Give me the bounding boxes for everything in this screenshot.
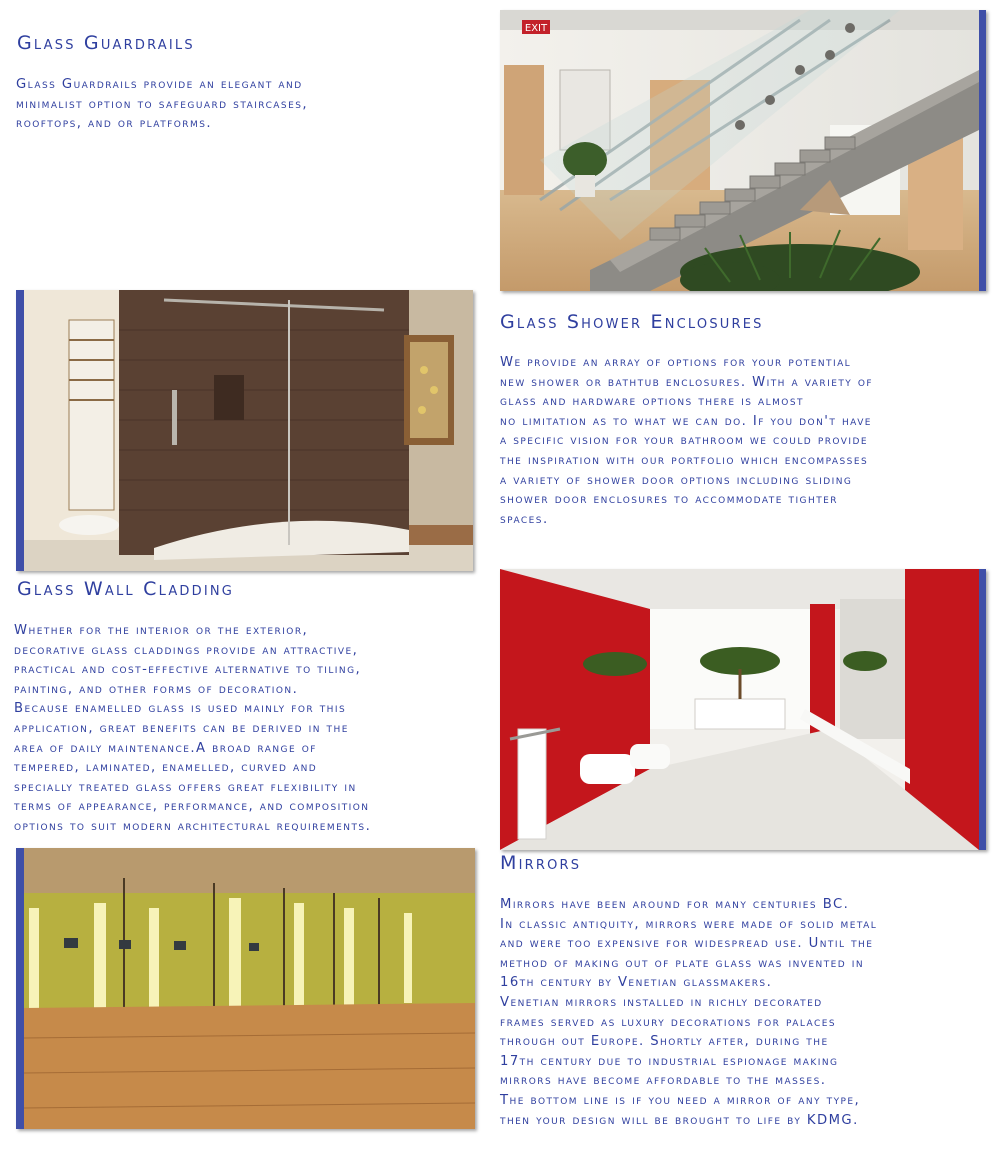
cladding-title: Glass Wall Cladding [17, 578, 235, 600]
shower-line: new shower or bathtub enclosures. With a variety of [500, 374, 874, 390]
cladding-line: painting, and other forms of decoration. [14, 681, 299, 697]
shower-line: We provide an array of options for your potential [500, 355, 852, 370]
staircase-photo [500, 10, 986, 291]
cladding-line: options to suit modern architectural requirements. [14, 818, 372, 834]
shower-title: Glass Shower Enclosures [500, 311, 764, 333]
guardrails-line: rooftops, and or platforms. [16, 116, 213, 132]
cladding-line: application, great benefits can be derived in the [14, 720, 349, 736]
mirrors-line: 16th century by Venetian glassmakers. [500, 975, 773, 991]
shower-line: glass and hardware options there is almost [500, 394, 804, 410]
cladding-line: area of daily maintenance.A broad range of [14, 740, 317, 756]
mirrors-line: then your design will be brought to life by KDMG. [500, 1112, 859, 1128]
mirrors-line: method of making out of plate glass was invented in [500, 955, 865, 971]
cladding-line: practical and cost-effective alternative to tiling, [14, 662, 362, 678]
mirrors-line: Venetian mirrors installed in richly decorated [500, 994, 823, 1010]
guardrails-title: Glass Guardrails [17, 32, 195, 54]
shower-line: shower door enclosures to accommodate tighter [500, 492, 838, 508]
cladding-line: Because enamelled glass is used mainly for this [14, 701, 347, 717]
exit-sign: EXIT [524, 23, 548, 34]
shower-line: a specific vision for your bathroom we could provide [500, 433, 869, 449]
cladding-line: decorative glass claddings provide an attractive, [14, 642, 359, 658]
shower-line: spaces. [500, 511, 549, 527]
cladding-line: tempered, laminated, enamelled, curved and [14, 760, 318, 776]
red-bathroom-photo [500, 569, 986, 850]
guardrails-line: minimalist option to safeguard staircases, [16, 96, 309, 112]
guardrails-line: Glass Guardrails provide an elegant and [16, 77, 303, 92]
mirror-gym-photo [16, 848, 475, 1129]
cladding-line: specially treated glass offers great flexibility in [14, 779, 357, 795]
mirrors-line: Mirrors have been around for many centuries BC. [500, 897, 850, 912]
cladding-text [14, 621, 371, 837]
cladding-line: Whether for the interior or the exterior, [14, 623, 309, 638]
shower-text [500, 353, 873, 529]
cladding-line: terms of appearance, performance, and composition [14, 799, 370, 815]
shower-line: the inspiration with our portfolio which encompasses [500, 452, 869, 468]
shower-photo [16, 290, 473, 571]
mirrors-line: 17th century due to industrial espionage making [500, 1053, 839, 1069]
mirrors-line: The bottom line is if you need a mirror of any type, [500, 1092, 861, 1108]
mirrors-line: In classic antiquity, mirrors were made of solid metal [500, 916, 878, 932]
shower-line: a variety of shower door options including sliding [500, 472, 853, 488]
mirrors-line: frames served as luxury decorations for palaces [500, 1014, 837, 1030]
mirrors-line: mirrors have become affordable to the masses. [500, 1073, 827, 1089]
mirrors-title: Mirrors [500, 852, 582, 874]
mirrors-text [500, 895, 877, 1130]
shower-line: no limitation as to what we can do. If you don't have [500, 413, 872, 429]
guardrails-text [16, 75, 308, 134]
mirrors-line: and were too expensive for widespread use. Until the [500, 936, 874, 952]
mirrors-line: through out Europe. Shortly after, during the [500, 1034, 829, 1050]
